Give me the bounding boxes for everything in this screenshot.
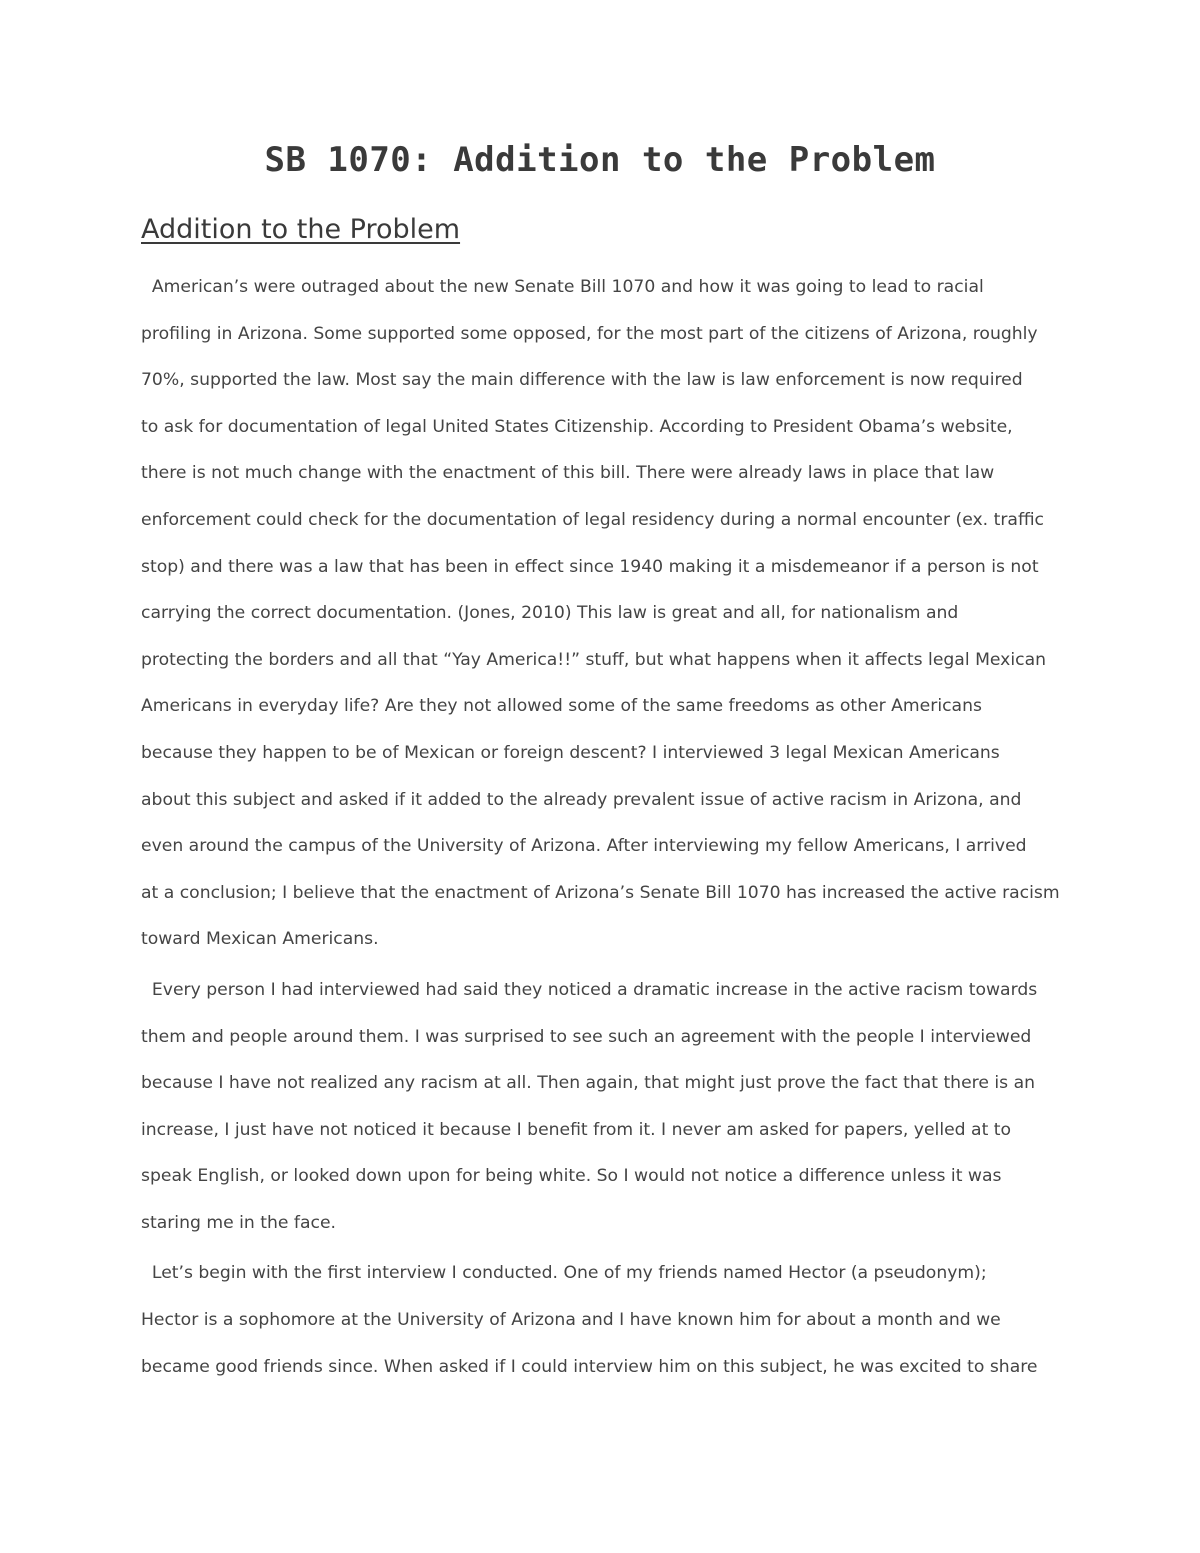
paragraph-line: became good friends since. When asked if I could interview him on this subject, he was excited to share bbox=[141, 1356, 1038, 1377]
paragraph-line: Let’s begin with the first interview I conducted. One of my friends named Hector (a pseudonym); bbox=[141, 1263, 987, 1284]
paragraph bbox=[141, 1250, 1061, 1390]
paragraph-line: to ask for documentation of legal United States Citizenship. According to President Obama’s website, bbox=[141, 416, 1013, 437]
paragraph-line: about this subject and asked if it added to the already prevalent issue of active racism in Arizona, and bbox=[141, 789, 1022, 810]
paragraph-line: protecting the borders and all that “Yay America!!” stuff, but what happens when it affects legal Mexican bbox=[141, 649, 1046, 670]
paragraph-line: increase, I just have not noticed it because I benefit from it. I never am asked for papers, yelled at to bbox=[141, 1119, 1012, 1140]
section-heading: Addition to the Problem bbox=[141, 214, 461, 245]
paragraph-line: Americans in everyday life? Are they not allowed some of the same freedoms as other Americans bbox=[141, 696, 982, 717]
paragraph bbox=[141, 967, 1061, 1247]
paragraph-line: carrying the correct documentation. (Jones, 2010) This law is great and all, for nationalism and bbox=[141, 603, 959, 624]
paragraph-line: staring me in the face. bbox=[141, 1212, 336, 1233]
paragraph-line: 70%, supported the law. Most say the main difference with the law is law enforcement is now required bbox=[141, 370, 1023, 391]
paragraph-line: there is not much change with the enactment of this bill. There were already laws in place that law bbox=[141, 463, 995, 484]
document-body bbox=[141, 264, 1061, 1394]
paragraph-line: speak English, or looked down upon for being white. So I would not notice a difference unless it was bbox=[141, 1166, 1002, 1187]
document-title: SB 1070: Addition to the Problem bbox=[264, 140, 936, 180]
paragraph-line: them and people around them. I was surprised to see such an agreement with the people I interviewed bbox=[141, 1026, 1032, 1047]
paragraph-line: profiling in Arizona. Some supported some opposed, for the most part of the citizens of Arizona, roughly bbox=[141, 323, 1038, 344]
paragraph-line: even around the campus of the University of Arizona. After interviewing my fellow Americans, I arrived bbox=[141, 836, 1027, 857]
paragraph bbox=[141, 264, 1061, 963]
paragraph-line: American’s were outraged about the new Senate Bill 1070 and how it was going to lead to racial bbox=[141, 277, 984, 297]
paragraph-line: Every person I had interviewed had said they noticed a dramatic increase in the active racism towards bbox=[141, 979, 1038, 1000]
paragraph-line: because I have not realized any racism at all. Then again, that might just prove the fact that there is an bbox=[141, 1073, 1035, 1094]
paragraph-line: stop) and there was a law that has been in effect since 1940 making it a misdemeanor if a person is not bbox=[141, 556, 1039, 577]
paragraph-line: enforcement could check for the documentation of legal residency during a normal encounter (ex. traffic bbox=[141, 509, 1045, 530]
paragraph-line: Hector is a sophomore at the University of Arizona and I have known him for about a month and we bbox=[141, 1310, 1001, 1331]
paragraph-line: toward Mexican Americans. bbox=[141, 929, 379, 950]
paragraph-line: at a conclusion; I believe that the enactment of Arizona’s Senate Bill 1070 has increased the active racism bbox=[141, 882, 1060, 903]
paragraph-line: because they happen to be of Mexican or foreign descent? I interviewed 3 legal Mexican Americans bbox=[141, 742, 1000, 763]
